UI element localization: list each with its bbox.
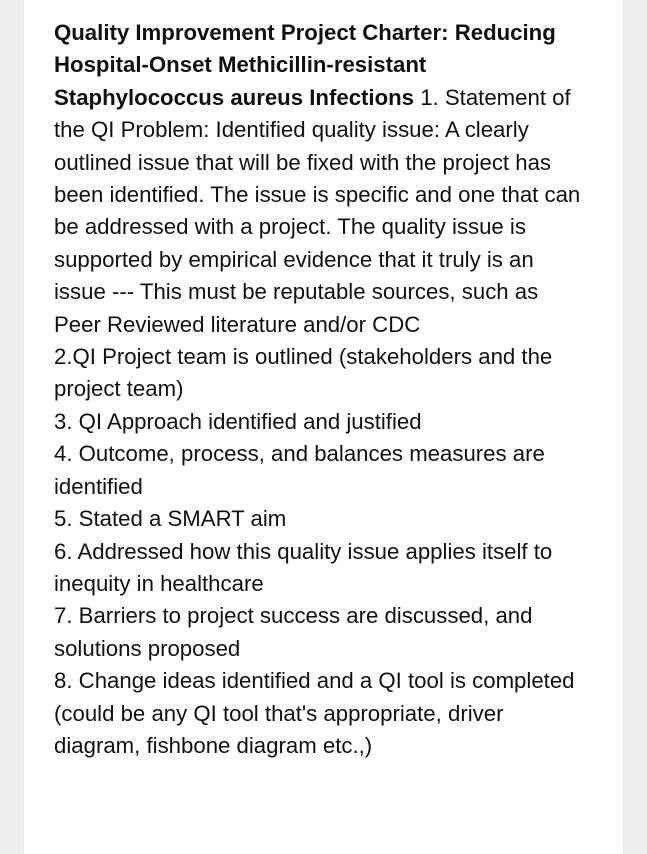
title-paragraph (54, 17, 589, 341)
list-item-measures: 4. Outcome, process, and balances measures are identified (54, 441, 545, 499)
document-title: Quality Improvement Project Charter: Reducing Hospital-Onset Methicillin-resistant Staphylococcus aureus Infections (54, 20, 556, 110)
list-item-inequity: 6. Addressed how this quality issue applies itself to inequity in healthcare (54, 538, 553, 596)
document-body (54, 17, 589, 762)
document-page (24, 0, 623, 854)
problem-statement: 1. Statement of the QI Problem: Identified quality issue: A clearly outlined issue that will be fixed with the project has been identified. The issue is specific and one that can be addressed with a project. The quality issue is supported by empirical evidence that it truly is an issue --- This must be reputable sources, such as Peer Reviewed literature and/or CDC (54, 84, 581, 337)
list-item-change-ideas: 8. Change ideas identified and a QI tool is completed (could be any QI tool that's appropriate, driver diagram, fishbone diagram etc.,) (54, 668, 575, 758)
list-item-smart-aim: 5. Stated a SMART aim (54, 506, 287, 532)
list-item-approach: 3. QI Approach identified and justified (54, 408, 422, 434)
list-item-team: 2.QI Project team is outlined (stakeholders and the project team) (54, 344, 553, 402)
list-item-barriers: 7. Barriers to project success are discussed, and solutions proposed (54, 603, 533, 661)
